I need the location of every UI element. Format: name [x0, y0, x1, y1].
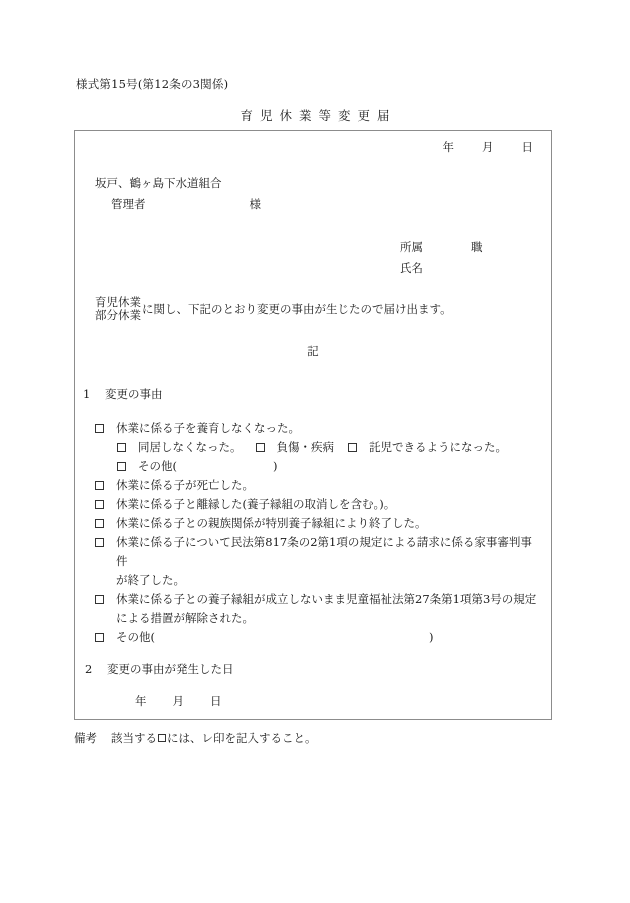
- checkbox-icon[interactable]: [348, 443, 357, 452]
- inline-option-2[interactable]: [242, 438, 335, 457]
- check-label: 休業に係る子について民法第817条の2第1項の規定による請求に係る家事審判事件: [116, 535, 532, 568]
- check-row[interactable]: [95, 495, 543, 514]
- checkbox-icon[interactable]: [256, 443, 265, 452]
- checkbox-icon[interactable]: [95, 538, 104, 547]
- check-label: その他(: [138, 459, 177, 473]
- check-row-inline-group: [95, 438, 543, 457]
- check-label: 同居しなくなった。: [138, 440, 242, 454]
- date-day-label: 日: [210, 694, 222, 708]
- section-1-number: 1: [83, 387, 91, 401]
- check-label: その他(: [116, 630, 155, 644]
- addressee-role-row: [95, 194, 261, 215]
- occurrence-date-line[interactable]: [135, 693, 222, 709]
- leave-type-childcare: 育児休業: [95, 295, 141, 309]
- date-year-label: 年: [442, 140, 454, 154]
- footnote-text-before: 該当する: [111, 731, 157, 745]
- checkbox-icon[interactable]: [95, 519, 104, 528]
- check-label: 休業に係る子を養育しなくなった。: [116, 421, 300, 435]
- checkbox-icon[interactable]: [117, 462, 126, 471]
- footnote-label: 備考: [74, 731, 97, 745]
- check-row[interactable]: [95, 419, 543, 438]
- checkbox-icon[interactable]: [95, 633, 104, 642]
- position-label: 職: [471, 240, 483, 254]
- check-row-other-sub[interactable]: [95, 457, 543, 476]
- date-day-label: 日: [521, 140, 533, 154]
- submitter-name-row: [400, 258, 483, 279]
- submitter-affiliation-row: [400, 237, 483, 258]
- checkbox-icon[interactable]: [117, 443, 126, 452]
- check-label: 負傷・疾病: [276, 440, 334, 454]
- section-2-heading: [85, 661, 234, 677]
- addressee-honorific: 様: [249, 197, 261, 211]
- check-label: 休業に係る子と離縁した(養子縁組の取消しを含む。)。: [116, 497, 396, 511]
- date-year-label: 年: [135, 694, 147, 708]
- check-row[interactable]: [95, 533, 543, 571]
- checkbox-icon[interactable]: [95, 595, 104, 604]
- check-label: 休業に係る子との親族関係が特別養子縁組により終了した。: [116, 516, 427, 530]
- addressee-block: [95, 173, 261, 215]
- form-body-box: [74, 130, 552, 720]
- inline-option-3[interactable]: [334, 438, 507, 457]
- statement-line: [95, 296, 452, 322]
- check-row[interactable]: [95, 514, 543, 533]
- form-code: 様式第15号(第12条の3関係): [76, 77, 229, 91]
- check-row[interactable]: [95, 476, 543, 495]
- footnote: [74, 730, 317, 746]
- check-row[interactable]: [95, 590, 543, 609]
- leave-type-partial: 部分休業: [95, 308, 141, 322]
- check-label-continuation: による措置が解除された。: [116, 611, 254, 625]
- checkbox-icon[interactable]: [95, 500, 104, 509]
- addressee-role: 管理者: [111, 197, 146, 211]
- check-label-close: ): [429, 630, 434, 644]
- section-2-number: 2: [85, 662, 93, 676]
- section-1-title: 変更の事由: [105, 387, 163, 401]
- leave-type-stack: [95, 296, 141, 322]
- affiliation-label: 所属: [400, 240, 423, 254]
- name-label: 氏名: [400, 261, 423, 275]
- date-month-label: 月: [172, 694, 184, 708]
- check-row-other-main[interactable]: [95, 628, 543, 647]
- submission-date-line: [443, 139, 534, 155]
- check-label: 休業に係る子が死亡した。: [116, 478, 254, 492]
- check-label-close: ): [273, 459, 278, 473]
- date-month-label: 月: [482, 140, 494, 154]
- submitter-block: [400, 237, 483, 279]
- statement-body: に関し、下記のとおり変更の事由が生じたので届け出ます。: [142, 302, 452, 316]
- check-label: 託児できるようになった。: [369, 440, 507, 454]
- change-reason-list: [95, 419, 543, 647]
- check-label-continuation: が終了した。: [116, 573, 185, 587]
- inline-option-1[interactable]: [117, 438, 242, 457]
- checkbox-icon: [158, 734, 166, 742]
- ki-mark: 記: [307, 344, 319, 358]
- section-1-heading: [83, 386, 163, 402]
- check-label: 休業に係る子との養子縁組が成立しないまま児童福祉法第27条第1項第3号の規定: [116, 592, 537, 606]
- section-2-title: 変更の事由が発生した日: [107, 662, 234, 676]
- checkbox-icon[interactable]: [95, 424, 104, 433]
- document-title: 育児休業等変更届: [240, 108, 397, 123]
- checkbox-icon[interactable]: [95, 481, 104, 490]
- addressee-organization: 坂戸、鶴ヶ島下水道組合: [95, 176, 222, 190]
- footnote-text-after: には、レ印を記入すること。: [167, 731, 317, 745]
